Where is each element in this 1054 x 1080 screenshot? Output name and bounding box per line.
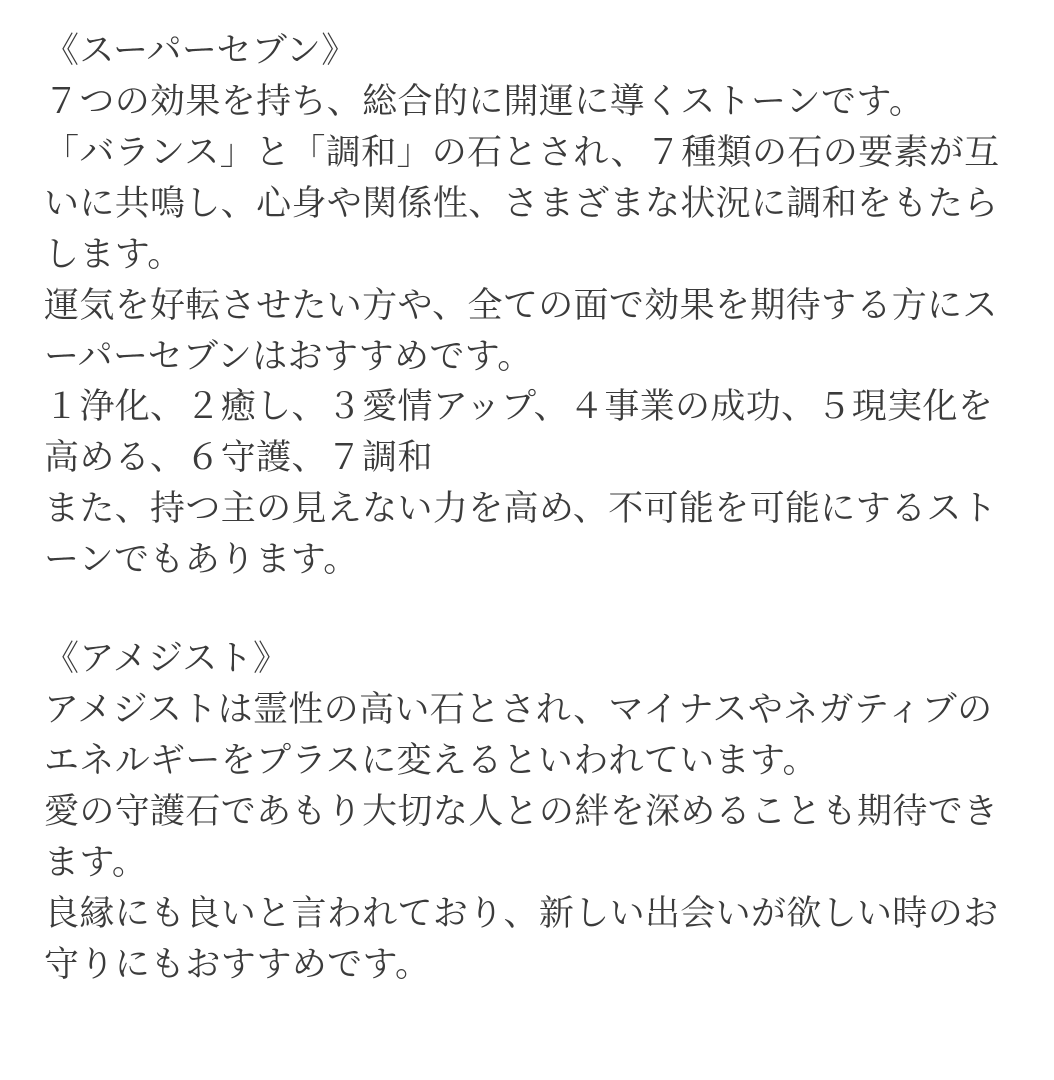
section-heading-super-seven: 《スーパーセブン》 xyxy=(44,31,357,70)
paragraph: １浄化、２癒し、３愛情アップ、４事業の成功、５現実化を高める、６守護、７調和 xyxy=(44,387,994,478)
paragraph: アメジストは霊性の高い石とされ、マイナスやネガティブのエネルギーをプラスに変えるといわれています。 xyxy=(44,690,993,780)
paragraph: 良縁にも良いと言われており、新しい出会いが欲しい時のお守りにもおすすめです。 xyxy=(44,893,999,984)
document-body xyxy=(44,26,1014,991)
section-super-seven xyxy=(44,26,1014,586)
paragraph: 「バランス」と「調和」の石とされ、７種類の石の要素が互いに共鳴し、心身や関係性、さまざまな状況に調和をもたらします。 xyxy=(44,132,1000,274)
paragraph: 愛の守護石であもり大切な人との絆を深めることも期待できます。 xyxy=(44,791,999,882)
paragraph: 運気を好転させたい方や、全ての面で効果を期待する方にスーパーセブンはおすすめです。 xyxy=(44,285,998,376)
paragraph: ７つの効果を持ち、総合的に開運に導くストーンです。 xyxy=(44,81,925,121)
paragraph: また、持つ主の見えない力を高め、不可能を可能にするストーンでもあります。 xyxy=(44,489,998,580)
section-amethyst xyxy=(44,634,1014,990)
section-heading-amethyst: 《アメジスト》 xyxy=(44,639,289,679)
